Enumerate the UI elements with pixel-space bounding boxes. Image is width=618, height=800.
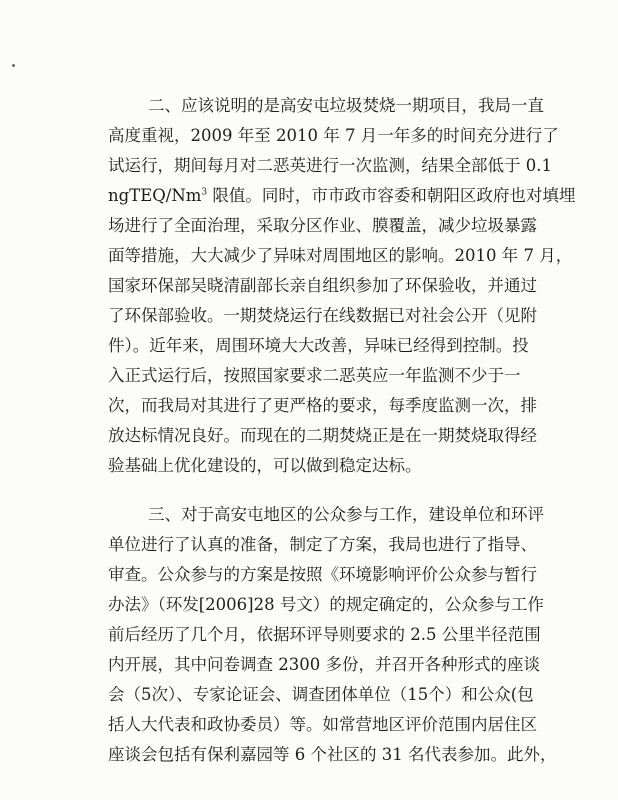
paragraph-line: 放达标情况良好。而现在的二期焚烧正是在一期焚烧取得经	[108, 426, 537, 445]
paragraph-line: 高度重视，2009 年至 2010 年 7 月一年多的时间充分进行了	[108, 126, 559, 145]
paragraph-line: 座谈会包括有保利嘉园等 6 个社区的 31 名代表参加。此外，	[108, 745, 557, 764]
paragraph-line: 前后经历了几个月，依据环评导则要求的 2.5 公里半径范围	[108, 625, 541, 644]
paragraph-line: 面等措施，大大减少了异味对周围地区的影响。2010 年 7 月，	[108, 246, 573, 265]
paragraph-line: 次，而我局对其进行了更严格的要求，每季度监测一次，排	[108, 396, 537, 415]
paragraph-line: 了环保部验收。一期焚烧运行在线数据已对社会公开（见附	[108, 306, 537, 325]
paragraph-line: 办法》（环发[2006]28 号文）的规定确定的，公众参与工作	[108, 595, 544, 614]
paragraph-line: 二、应该说明的是高安屯垃圾焚烧一期项目，我局一直	[148, 96, 544, 115]
paragraph-section-2	[108, 96, 576, 496]
paragraph-line: 验基础上优化建设的，可以做到稳定达标。	[108, 456, 422, 475]
paragraph-line: ngTEQ/Nm$^3$ 限值。同时，市市政市容委和朝阳区政府也对填埋	[108, 186, 576, 205]
paragraph-line: 括人大代表和政协委员）等。如常营地区评价范围内居住区	[108, 715, 537, 734]
paragraph-line: 场进行了全面治理，采取分区作业、膜覆盖，减少垃圾暴露	[108, 216, 537, 235]
paragraph-line: 内开展，其中问卷调查 2300 多份，并召开各种形式的座谈	[108, 655, 540, 674]
paragraph-line: 会（5次）、专家论证会、调查团体单位（15个）和公众(包	[108, 685, 534, 704]
paragraph-line: 审查。公众参与的方案是按照《环境影响评价公众参与暂行	[108, 565, 537, 584]
paragraph-line: 试运行，期间每月对二恶英进行一次监测，结果全部低于 0.1	[108, 156, 552, 175]
paragraph-line: 单位进行了认真的准备，制定了方案，我局也进行了指导、	[108, 535, 537, 554]
paragraph-line: 三、对于高安屯地区的公众参与工作，建设单位和环评	[148, 505, 544, 524]
scan-speck	[12, 64, 15, 67]
paragraph-line: 件）。近年来，周围环境大大改善，异味已经得到控制。投	[108, 336, 529, 355]
paragraph-section-3	[108, 505, 557, 785]
paragraph-line: 国家环保部吴晓清副部长亲自组织参加了环保验收，并通过	[108, 276, 537, 295]
paragraph-line: 入正式运行后，按照国家要求二恶英应一年监测不少于一	[108, 366, 521, 385]
